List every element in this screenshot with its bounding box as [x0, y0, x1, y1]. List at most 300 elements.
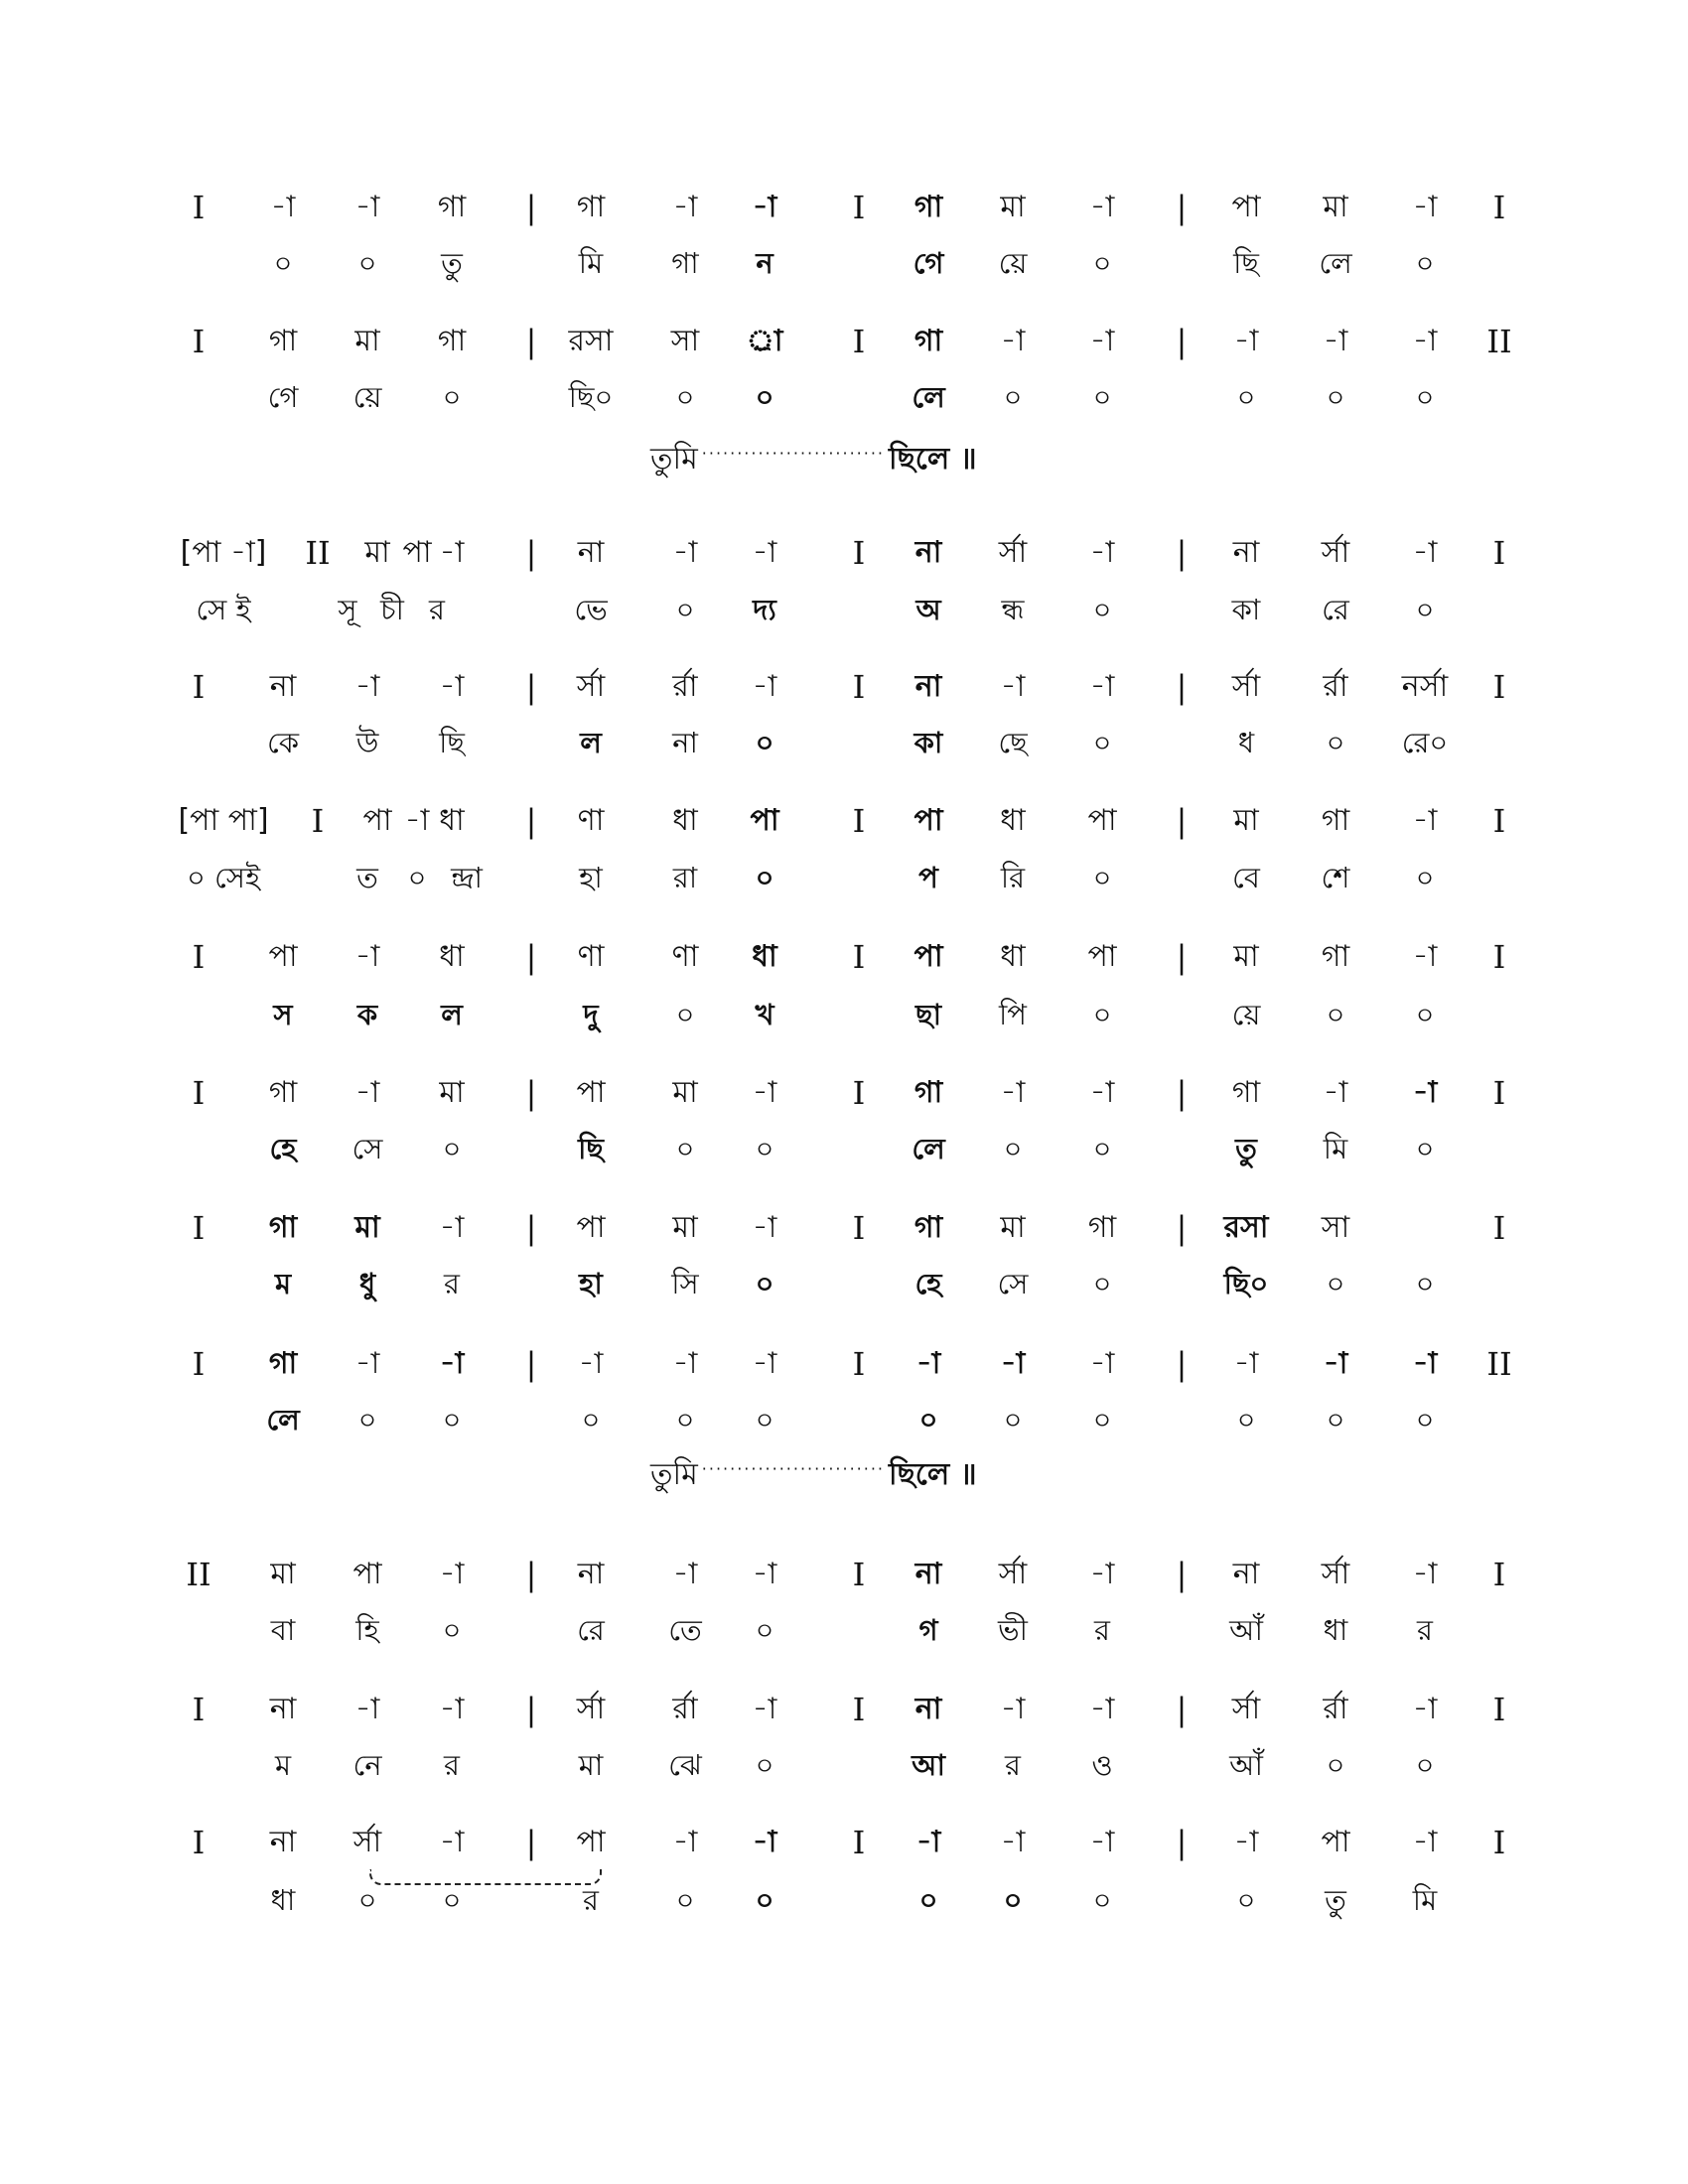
note: -া [354, 669, 380, 704]
bar-line: I [192, 189, 206, 226]
note: -া [354, 1075, 380, 1110]
lyric-syllable: ০ [1092, 726, 1112, 759]
lyric-syllable: ০ [918, 1403, 938, 1436]
lyric-syllable: গে [267, 380, 299, 414]
refrain-start: তুমি [650, 1457, 698, 1492]
lyric-row [0, 1396, 1688, 1443]
note: -া [1412, 190, 1438, 224]
note: -া [1089, 324, 1115, 358]
bar-line: I [192, 1691, 206, 1728]
note: মা [364, 535, 390, 570]
note: -া [1089, 1825, 1115, 1859]
bar-line: I [311, 802, 325, 840]
bar-line: I [1492, 1691, 1506, 1728]
swara-row [0, 1069, 1688, 1117]
lyric-syllable: লে [1319, 246, 1352, 280]
lyric-syllable: ০ [1003, 380, 1023, 414]
lyric-syllable: আঁ [1229, 1748, 1263, 1782]
note: না [914, 669, 942, 704]
note: না [577, 1557, 605, 1591]
lyric-syllable: ০ [1415, 246, 1435, 280]
note: -া [439, 1210, 465, 1245]
lyric-syllable: বে [1232, 861, 1260, 894]
swara-row [0, 1340, 1688, 1388]
lyric-syllable: তু [1235, 1132, 1257, 1165]
note: মা [1000, 1210, 1026, 1245]
lyric-syllable: ল [580, 726, 602, 759]
note: -া [439, 535, 465, 570]
bar-line: I [192, 1074, 206, 1112]
lyric-syllable: ০ [357, 1883, 377, 1917]
lyric-syllable: লে [266, 1403, 300, 1436]
note: ধা [1000, 939, 1026, 974]
lyric-syllable: ০ [1415, 1748, 1435, 1782]
beat-divider: | [1176, 1209, 1188, 1247]
note: -া [270, 190, 296, 224]
lyric-syllable: ০ [755, 1267, 774, 1300]
lyric-syllable: সি [671, 1267, 699, 1300]
beat-divider: | [525, 668, 537, 706]
repeat-prefix: [পা -া] [180, 535, 267, 570]
note: র্সা [998, 1557, 1028, 1591]
note: মা [1323, 190, 1348, 224]
note: -া [1000, 1075, 1026, 1110]
beat-divider: | [1176, 1074, 1188, 1112]
note: -া [672, 190, 698, 224]
note: র্সা [998, 535, 1028, 570]
swara-row [0, 529, 1688, 577]
lyric-syllable: ০ [1415, 1132, 1435, 1165]
lyric-syllable: ছি০ [1223, 1267, 1269, 1300]
note: -া [1233, 1825, 1259, 1859]
lyric-syllable: গ [918, 1613, 938, 1647]
lyric-row [0, 373, 1688, 421]
note: র্সা [576, 669, 606, 704]
note: পা [1321, 1825, 1350, 1859]
lyric-syllable: ০ [1092, 1132, 1112, 1165]
bar-line: I [1492, 534, 1506, 572]
lyric-syllable: মি [1323, 1132, 1348, 1165]
lyric-syllable: ০ [755, 1748, 774, 1782]
beat-divider: | [1176, 534, 1188, 572]
note: -া [752, 190, 777, 224]
note: না [914, 535, 942, 570]
bar-line: I [852, 189, 866, 226]
note: -া [1412, 535, 1438, 570]
lyric-syllable: মি [578, 246, 604, 280]
beat-divider: | [525, 1345, 537, 1383]
bar-line: I [852, 323, 866, 360]
note: -া [1412, 1825, 1438, 1859]
swara-row [0, 933, 1688, 981]
note: -া [1323, 1075, 1348, 1110]
note: -া [1089, 535, 1115, 570]
lyric-syllable: ও [1091, 1748, 1113, 1782]
bar-line: I [1492, 1209, 1506, 1247]
note: -া [1089, 1346, 1115, 1381]
beat-divider: | [1176, 1824, 1188, 1861]
note: -া [752, 1075, 777, 1110]
note: মা [1233, 803, 1259, 838]
lyric-syllable: ন্ধ [1001, 593, 1025, 626]
note: গা [914, 190, 943, 224]
swara-row [0, 1686, 1688, 1733]
note: র্রা [1323, 1692, 1348, 1726]
note: -া [752, 669, 777, 704]
note: -া [1089, 190, 1115, 224]
lyric-syllable: ছা [915, 998, 941, 1031]
lyric-row [0, 991, 1688, 1038]
lyric-syllable: বা [270, 1613, 296, 1647]
note: না [269, 669, 297, 704]
lyric-row [0, 586, 1688, 633]
note: -া [578, 1346, 604, 1381]
lyric-syllable: ন্দ্রা [451, 861, 483, 894]
note: -া [1000, 1692, 1026, 1726]
note: মা [672, 1210, 698, 1245]
note: -া [439, 1557, 465, 1591]
lyric-syllable: স [273, 998, 293, 1031]
note: পা [914, 939, 943, 974]
beat-divider: | [525, 1074, 537, 1112]
note: গা [1231, 1075, 1261, 1110]
note: মা [354, 324, 380, 358]
lyric-syllable: রি [1000, 861, 1026, 894]
lyric-syllable: রে [577, 1613, 605, 1647]
lyric-syllable: ০ [755, 1403, 774, 1436]
note: -া [752, 1210, 777, 1245]
swara-row [0, 1819, 1688, 1866]
note: না [269, 1825, 297, 1859]
lyric-syllable: ০ [755, 861, 774, 894]
lyric-syllable: ০ [1236, 1883, 1256, 1917]
lyric-syllable: ০ [1092, 1883, 1112, 1917]
lyric-syllable: ০ [1415, 380, 1435, 414]
note: পা [750, 803, 779, 838]
lyric-syllable: ০ [1415, 593, 1435, 626]
lyric-syllable: লে [912, 380, 945, 414]
lyric-syllable: হা [579, 861, 603, 894]
lyric-syllable: গে [913, 246, 944, 280]
note: গা [437, 324, 467, 358]
note: র্রা [672, 1692, 698, 1726]
note: না [914, 1692, 942, 1726]
lyric-syllable: ০ [1003, 1403, 1023, 1436]
lyric-syllable: ০ [407, 861, 427, 894]
beat-divider: | [525, 1209, 537, 1247]
lyric-syllable: ০ [357, 1403, 377, 1436]
lyric-syllable: ক [356, 998, 378, 1031]
note: র্সা [1231, 669, 1261, 704]
note: নর্সা [1401, 669, 1449, 704]
lyric-syllable: কে [266, 726, 300, 759]
note: ণা [577, 803, 605, 838]
lyric-syllable: ছি [439, 726, 465, 759]
lyric-syllable: ০ [1326, 1403, 1345, 1436]
lyric-syllable: ধা [270, 1883, 296, 1917]
bar-line: I [192, 938, 206, 976]
lyric-syllable: র [444, 1748, 460, 1782]
lyric-syllable: ০ [755, 726, 774, 759]
note: র্রা [672, 669, 698, 704]
lyric-syllable: ০ [1092, 1267, 1112, 1300]
beat-divider: | [1176, 802, 1188, 840]
note: র্সা [352, 1825, 382, 1859]
lyric-syllable: ভে [574, 593, 608, 626]
note: -া [439, 1346, 465, 1381]
lyric-syllable: ০ [1415, 1267, 1435, 1300]
lyric-syllable: হে [269, 1132, 297, 1165]
note: -া [439, 1692, 465, 1726]
note: -া [672, 1557, 698, 1591]
refrain-dotted-leader: ·························· [701, 444, 885, 463]
lyric-syllable: সে ই [196, 593, 251, 626]
lyric-syllable: কা [1231, 593, 1261, 626]
lyric-syllable: কা [914, 726, 943, 759]
note: -া [1089, 669, 1115, 704]
lyric-syllable: ছি [1233, 246, 1259, 280]
note: পা [268, 939, 298, 974]
lyric-syllable: নে [352, 1748, 382, 1782]
lyric-syllable: ০ [442, 380, 462, 414]
lyric-syllable: ০ [1326, 1748, 1345, 1782]
beat-divider: | [1176, 323, 1188, 360]
lyric-syllable: আ [912, 1748, 945, 1782]
bar-line: I [1492, 189, 1506, 226]
note: -া [1412, 1346, 1438, 1381]
lyric-syllable: লে [912, 1132, 945, 1165]
note: -া [404, 803, 430, 838]
lyric-syllable: র [1094, 1613, 1110, 1647]
bar-line: I [1492, 668, 1506, 706]
lyric-syllable: চী [380, 593, 404, 626]
note: -া [1000, 324, 1026, 358]
note: গা [1321, 939, 1350, 974]
bar-line: I [192, 668, 206, 706]
refrain-end: ছিলে ॥ [889, 1457, 977, 1492]
swara-row [0, 663, 1688, 711]
note: -া [1089, 1557, 1115, 1591]
swara-row [0, 184, 1688, 231]
lyric-row [0, 1606, 1688, 1654]
note: -া [752, 1346, 777, 1381]
note: -া [1000, 1825, 1026, 1859]
bar-line: I [852, 1691, 866, 1728]
lyric-syllable: য়ে [352, 380, 382, 414]
lyric-syllable: র [1417, 1613, 1433, 1647]
lyric-syllable: উ [355, 726, 379, 759]
repeat-prefix: [পা পা] [178, 803, 269, 838]
bar-line: I [852, 1074, 866, 1112]
note: পা [1231, 190, 1261, 224]
note: -া [1233, 1346, 1259, 1381]
lyric-row [0, 854, 1688, 901]
lyric-syllable: ০ [1326, 380, 1345, 414]
note: র্রা [1323, 669, 1348, 704]
lyric-syllable: আঁ [1229, 1613, 1263, 1647]
note: গা [914, 1210, 943, 1245]
lyric-syllable: ০ [1326, 1267, 1345, 1300]
lyric-row [0, 1260, 1688, 1307]
lyric-syllable: ০ [755, 1883, 774, 1917]
lyric-row [0, 719, 1688, 766]
note: -া [1000, 669, 1026, 704]
note: না [577, 535, 605, 570]
lyric-syllable: ০ [675, 1883, 695, 1917]
note: গা [1087, 1210, 1117, 1245]
note: -া [672, 1346, 698, 1381]
beat-divider: | [1176, 1691, 1188, 1728]
beat-divider: | [1176, 1556, 1188, 1593]
note: ণা [671, 939, 699, 974]
note: ধা [672, 803, 698, 838]
note: ধা [752, 939, 777, 974]
lyric-syllable: তে [668, 1613, 702, 1647]
lyric-syllable: ০ [1092, 1403, 1112, 1436]
lyric-syllable: ০ [1326, 998, 1345, 1031]
note: -া [1323, 324, 1348, 358]
refrain-line [650, 429, 977, 478]
swara-row [0, 1551, 1688, 1598]
lyric-syllable: ছি০ [568, 380, 614, 414]
lyric-syllable: খ [755, 998, 774, 1031]
note: ধা [439, 939, 465, 974]
note: গা [576, 190, 606, 224]
bar-line: I [1492, 1074, 1506, 1112]
refrain-start: তুমি [650, 442, 698, 477]
lyric-syllable: ০ [675, 998, 695, 1031]
lyric-syllable: ০ [675, 380, 695, 414]
lyric-syllable: ০ [442, 1883, 462, 1917]
note: -া [672, 535, 698, 570]
lyric-syllable: না [672, 726, 698, 759]
lyric-syllable: ধু [358, 1267, 376, 1300]
note: না [914, 1557, 942, 1591]
note: -া [752, 1825, 777, 1859]
note: পা [914, 803, 943, 838]
lyric-syllable: ০ [1003, 1883, 1023, 1917]
lyric-syllable: র [583, 1883, 599, 1917]
lyric-syllable: দু [583, 998, 599, 1031]
note: পা [1087, 803, 1117, 838]
bar-line: I [192, 1824, 206, 1861]
note: -া [915, 1346, 941, 1381]
note: -া [1412, 1557, 1438, 1591]
lyric-syllable: ০ [1003, 1132, 1023, 1165]
bar-line: I [1492, 938, 1506, 976]
note: না [269, 1692, 297, 1726]
lyric-syllable: ভী [998, 1613, 1028, 1647]
note: পা [1087, 939, 1117, 974]
note: গা [268, 1346, 298, 1381]
lyric-syllable: হি [355, 1613, 379, 1647]
lyric-syllable: হা [579, 1267, 603, 1300]
lyric-syllable: ল [441, 998, 463, 1031]
lyric-syllable: ০ [442, 1613, 462, 1647]
note: -া [354, 1692, 380, 1726]
note: -া [1089, 1692, 1115, 1726]
lyric-syllable: মা [578, 1748, 604, 1782]
lyric-syllable: ঝে [668, 1748, 702, 1782]
lyric-syllable: ০ [581, 1403, 601, 1436]
lyric-syllable: ছি [578, 1132, 604, 1165]
lyric-syllable: ০ [1236, 1403, 1256, 1436]
lyric-syllable: ০ [675, 593, 695, 626]
note: গা [268, 324, 298, 358]
note: -া [439, 1825, 465, 1859]
note: পা [576, 1825, 606, 1859]
lyric-syllable: ০ [755, 1132, 774, 1165]
lyric-row [0, 1876, 1688, 1924]
lyric-syllable: ত [356, 861, 378, 894]
lyric-syllable: ন [756, 246, 774, 280]
note: -া [354, 1346, 380, 1381]
lyric-syllable: ০ [1415, 998, 1435, 1031]
lyric-syllable: মি [1412, 1883, 1438, 1917]
beat-divider: | [1176, 1345, 1188, 1383]
bar-line: I [852, 802, 866, 840]
lyric-syllable: শে [1321, 861, 1350, 894]
note: মা [1000, 190, 1026, 224]
bar-line: I [192, 1209, 206, 1247]
lyric-syllable: ০ [273, 246, 293, 280]
swara-row [0, 318, 1688, 365]
note: মা [354, 1210, 380, 1245]
note: ধা [439, 803, 465, 838]
lyric-syllable: ম [274, 1267, 292, 1300]
beat-divider: | [525, 1556, 537, 1593]
note: -া [1412, 1692, 1438, 1726]
bar-line: I [1492, 1556, 1506, 1593]
lyric-syllable: ০ [1092, 998, 1112, 1031]
note: -া [752, 1692, 777, 1726]
lyric-syllable: ধ [1237, 726, 1255, 759]
lyric-syllable: রে০ [1401, 726, 1449, 759]
note: -া [354, 190, 380, 224]
note: -া [1323, 1346, 1348, 1381]
note: গা [1321, 803, 1350, 838]
lyric-syllable: ০ [1415, 1403, 1435, 1436]
note: -া [752, 1557, 777, 1591]
beat-divider: | [525, 189, 537, 226]
note: না [1232, 535, 1260, 570]
note: গা [914, 324, 943, 358]
lyric-syllable: সে [997, 1267, 1029, 1300]
note: মা [1233, 939, 1259, 974]
lyric-syllable: ০ [1092, 593, 1112, 626]
lyric-syllable: হে [914, 1267, 942, 1300]
note: গা [437, 190, 467, 224]
beat-divider: | [1176, 938, 1188, 976]
note: -া [1000, 1346, 1026, 1381]
note: পা [402, 535, 432, 570]
lyric-row [0, 1741, 1688, 1789]
note: র্া [746, 324, 783, 358]
bar-line: I [852, 1209, 866, 1247]
note: -া [439, 669, 465, 704]
bar-line: I [852, 938, 866, 976]
bar-line: I [192, 1345, 206, 1383]
note: -া [672, 1825, 698, 1859]
beat-divider: | [525, 1691, 537, 1728]
note: -া [1412, 803, 1438, 838]
lyric-syllable: তু [441, 246, 463, 280]
refrain-end: ছিলে ॥ [889, 442, 977, 477]
refrain-line [650, 1444, 977, 1494]
note: পা [576, 1075, 606, 1110]
lyric-syllable: ০ [755, 1613, 774, 1647]
note: সা [1321, 1210, 1350, 1245]
